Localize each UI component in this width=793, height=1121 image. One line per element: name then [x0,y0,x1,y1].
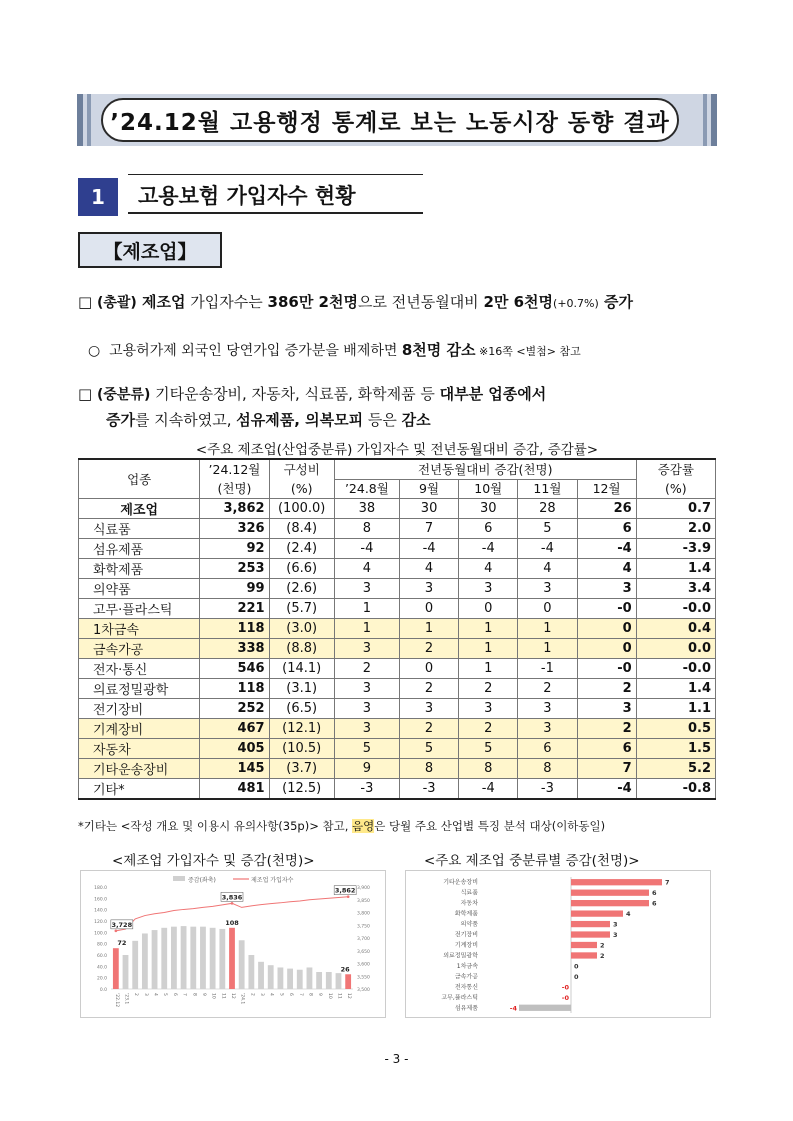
x-tick-label: 9 [317,993,323,996]
table-row [79,539,716,559]
row-industry-name: 섬유제품 [79,539,200,559]
x-tick-label: 3 [259,993,265,996]
cell-sep: -4 [399,539,458,559]
cell-aug: 1 [334,619,399,639]
left-tick-label: 140.0 [94,908,107,914]
right-tick-label: 3,550 [357,975,370,981]
chart-bar [307,967,313,989]
chart-bar [571,890,649,896]
header-m2: 9월 [399,479,458,499]
chart-bar [258,962,264,989]
cell-rate: -0.8 [636,779,715,800]
table-row [79,779,716,800]
cell-dec: -4 [577,539,636,559]
left-tick-label: 100.0 [94,931,107,937]
x-tick-label: 2 [133,993,139,996]
right-tick-label: 3,500 [357,988,370,993]
x-tick-label: 4 [268,993,274,996]
left-tick-label: 180.0 [94,886,107,891]
chart-bar [297,970,303,989]
data-label: -0 [561,983,569,992]
header-m5: 12월 [577,479,636,499]
industry-table [78,458,716,800]
cell-share: (100.0) [269,499,334,519]
table-row [79,759,716,779]
x-tick-label: 7 [297,993,303,996]
row-industry-name: 금속가공 [79,639,200,659]
cell-nov: 8 [518,759,577,779]
chart-bar [113,948,119,989]
subsection-label: 【제조업】 [78,232,222,268]
left-tick-label: 160.0 [94,897,107,903]
row-industry-name: 전자·통신 [79,659,200,679]
cell-rate: 2.0 [636,519,715,539]
table-row [79,679,716,699]
x-tick-label: 9 [200,993,206,996]
cell-subs: 481 [200,779,269,800]
data-label: -0 [561,993,569,1002]
x-tick-label: 5 [162,993,168,996]
cell-aug: 38 [334,499,399,519]
right-tick-label: 3,800 [357,911,370,917]
row-industry-name: 식료품 [79,519,200,539]
table-row [79,519,716,539]
right-tick-label: 3,900 [357,886,370,891]
cell-sep: 4 [399,559,458,579]
page-title: ’24.12월 고용행정 통계로 보는 노동시장 동향 결과 [101,98,679,142]
right-tick-label: 3,700 [357,937,370,942]
left-tick-label: 20.0 [96,976,107,982]
chart-bar [571,952,597,958]
cell-dec: 6 [577,739,636,759]
category-label: 섬유제품 [454,1004,478,1012]
page-number: - 3 - [384,1052,409,1066]
x-tick-label: '24.1 [239,993,245,1005]
cell-dec: 3 [577,699,636,719]
category-label: 의료정밀광학 [443,952,478,960]
header-subs-unit: (천명) [200,479,269,499]
chart-bar [519,1005,571,1011]
cell-nov: 3 [518,719,577,739]
row-industry-name: 기타운송장비 [79,759,200,779]
cell-nov: 5 [518,519,577,539]
chart-bar [571,879,662,885]
data-label: 4 [626,910,631,919]
x-tick-label: '23.1 [123,993,129,1005]
line-point [347,895,350,898]
cell-nov: 6 [518,739,577,759]
cell-oct: 3 [459,579,518,599]
chart-bar [200,927,206,989]
x-tick-label: 2 [249,993,255,996]
cell-sep: 3 [399,579,458,599]
cell-sep: 5 [399,739,458,759]
category-label: 기타운송장비 [443,879,478,887]
cell-share: (12.5) [269,779,334,800]
cell-sep: 30 [399,499,458,519]
chart-bar [219,929,225,989]
category-label: 식료품 [460,889,478,897]
chart-bar [326,972,332,989]
cell-subs: 405 [200,739,269,759]
cell-nov: 3 [518,579,577,599]
title-banner [77,94,717,146]
cell-aug: 3 [334,639,399,659]
cell-subs: 145 [200,759,269,779]
x-tick-label: 8 [191,993,197,996]
cell-dec: 2 [577,679,636,699]
subscribers-combo-chart [81,871,385,1017]
chart-bar [132,941,138,989]
cell-rate: 1.4 [636,679,715,699]
category-label: 고무,플라스틱 [441,994,478,1002]
category-label: 전자통신 [454,983,478,991]
x-tick-label: 12 [230,993,235,999]
chart-bar [345,974,351,989]
cell-rate: 3.4 [636,579,715,599]
cell-nov: -3 [518,779,577,800]
cell-rate: 1.4 [636,559,715,579]
right-tick-label: 3,850 [357,898,370,904]
section-title: 고용보험 가입자수 현황 [128,178,423,214]
cell-dec: -0 [577,659,636,679]
x-tick-label: 8 [307,993,313,996]
cell-dec: 26 [577,499,636,519]
cell-oct: 3 [459,699,518,719]
annotation-label: 3,728 [111,920,133,929]
left-tick-label: 0.0 [99,988,107,993]
cell-rate: 0.0 [636,639,715,659]
chart-bar [142,933,148,989]
table-row [79,559,716,579]
left-tick-label: 80.0 [96,942,107,948]
data-label: 3 [613,920,618,929]
cell-nov: -1 [518,659,577,679]
chart-bar [210,928,216,989]
cell-subs: 92 [200,539,269,559]
x-tick-label: 10 [326,993,332,999]
cell-nov: 28 [518,499,577,519]
row-industry-name: 화학제품 [79,559,200,579]
row-industry-name: 제조업 [79,499,200,519]
cell-share: (14.1) [269,659,334,679]
cell-share: (2.6) [269,579,334,599]
right-chart-box [405,870,711,1018]
table-row [79,659,716,679]
data-label: 3 [613,931,618,940]
x-tick-label: 6 [288,993,294,996]
category-label: 자동차 [460,900,478,908]
chart-bar [571,921,610,927]
left-tick-label: 60.0 [96,954,107,959]
data-label: 7 [665,878,670,887]
cell-sep: 8 [399,759,458,779]
data-label: 6 [652,899,657,908]
cell-subs: 467 [200,719,269,739]
cell-dec: 2 [577,719,636,739]
row-industry-name: 의료정밀광학 [79,679,200,699]
annotation-label: 72 [117,939,127,948]
cell-rate: -3.9 [636,539,715,559]
cell-aug: -4 [334,539,399,559]
header-m1: ’24.8월 [334,479,399,499]
chart-bar [190,927,196,989]
cell-rate: 0.5 [636,719,715,739]
x-tick-label: 3 [142,993,148,996]
cell-subs: 99 [200,579,269,599]
header-rate-unit: (%) [636,479,715,499]
cell-subs: 546 [200,659,269,679]
cell-nov: 3 [518,699,577,719]
cell-sep: 7 [399,519,458,539]
chart-bar [268,965,274,989]
x-tick-label: 6 [171,993,177,996]
cell-rate: 0.7 [636,499,715,519]
category-label: 의약품 [460,921,478,929]
right-tick-label: 3,750 [357,924,370,930]
cell-oct: 5 [459,739,518,759]
right-chart-caption: <주요 제조업 중분류별 증감(천명)> [424,853,640,869]
section-number: 1 [78,178,118,216]
cell-nov: 4 [518,559,577,579]
chart-bar [152,930,158,989]
cell-share: (8.4) [269,519,334,539]
chart-bar [287,969,293,989]
data-label: -4 [509,1004,517,1013]
x-tick-label: '22.12 [113,993,119,1008]
left-chart-box [80,870,386,1018]
chart-bar [181,926,187,989]
cell-subs: 252 [200,699,269,719]
cell-oct: 1 [459,659,518,679]
cell-sep: 3 [399,699,458,719]
cell-subs: 118 [200,679,269,699]
cell-oct: 1 [459,639,518,659]
table-row [79,579,716,599]
cell-subs: 326 [200,519,269,539]
data-label: 6 [652,889,657,898]
x-tick-label: 11 [336,993,342,999]
table-row [79,499,716,519]
cell-rate: 1.5 [636,739,715,759]
x-tick-label: 4 [152,993,158,996]
chart-bar [571,942,597,948]
right-tick-label: 3,650 [357,949,370,955]
cell-sep: 2 [399,679,458,699]
chart-bar [229,928,235,989]
cell-dec: 0 [577,639,636,659]
data-label: 0 [574,972,579,981]
cell-dec: 4 [577,559,636,579]
cell-dec: -4 [577,779,636,800]
cell-aug: 9 [334,759,399,779]
category-label: 전기장비 [454,931,478,939]
cell-aug: 1 [334,599,399,619]
x-tick-label: 12 [346,993,352,999]
header-industry: 업종 [79,459,200,499]
x-tick-label: 7 [181,993,187,996]
cell-share: (2.4) [269,539,334,559]
x-tick-label: 5 [278,993,284,996]
cell-share: (12.1) [269,719,334,739]
annotation-label: 108 [225,918,239,927]
cell-share: (8.8) [269,639,334,659]
industry-change-bar-chart [406,871,710,1017]
header-share-unit: (%) [269,479,334,499]
row-industry-name: 기타* [79,779,200,800]
left-tick-label: 120.0 [94,920,107,925]
chart-bar [571,931,610,937]
chart-bar [571,910,623,916]
data-label: 0 [574,962,579,971]
legend-bar-swatch [173,876,185,881]
left-chart-caption: <제조업 가입자수 및 증감(천명)> [112,853,315,869]
cell-sep: -3 [399,779,458,800]
cell-aug: -3 [334,779,399,800]
cell-nov: 0 [518,599,577,619]
chart-bar [161,928,167,989]
cell-sep: 0 [399,599,458,619]
annotation-label: 3,862 [334,886,356,895]
chart-bar [123,955,129,989]
category-label: 금속가공 [454,973,478,981]
cell-aug: 3 [334,679,399,699]
header-m4: 11월 [518,479,577,499]
cell-nov: 1 [518,619,577,639]
header-share: 구성비 [269,459,334,479]
row-industry-name: 고무·플라스틱 [79,599,200,619]
row-industry-name: 자동차 [79,739,200,759]
category-label: 기계장비 [454,942,478,949]
chart-bar [336,973,342,989]
cell-nov: 1 [518,639,577,659]
cell-oct: 0 [459,599,518,619]
cell-share: (5.7) [269,599,334,619]
table-row [79,619,716,639]
cell-subs: 221 [200,599,269,619]
chart-bar [571,900,649,906]
legend-line-label: 제조업 가입자수 [251,877,294,884]
cell-share: (6.6) [269,559,334,579]
cell-aug: 2 [334,659,399,679]
header-yoy: 전년동월대비 증감(천명) [334,459,636,479]
line-point [231,902,234,905]
legend-bar-label: 증감(좌축) [188,877,216,884]
chart-bar [277,967,283,989]
row-industry-name: 기계장비 [79,719,200,739]
annotation-label: 26 [340,965,350,974]
cell-oct: 2 [459,719,518,739]
row-industry-name: 전기장비 [79,699,200,719]
cell-aug: 8 [334,519,399,539]
header-subs: ’24.12월 [200,459,269,479]
chart-bar [316,972,322,989]
cell-rate: 1.1 [636,699,715,719]
cell-subs: 253 [200,559,269,579]
row-industry-name: 의약품 [79,579,200,599]
cell-share: (10.5) [269,739,334,759]
table-row [79,699,716,719]
table-row [79,639,716,659]
cell-rate: 0.4 [636,619,715,639]
subcategory-paragraph: □ (중분류) 기타운송장비, 자동차, 식료품, 화학제품 등 대부분 업종에서 증가를 지속하였고, 섬유제품, 의복모피 등은 감소 [78,385,547,429]
table-footnote: *기타는 <작성 개요 및 이용시 유의사항(35p)> 참고, 음영은 당월 주요 산업별 특징 분석 대상(이하동일) [78,819,606,833]
cell-aug: 5 [334,739,399,759]
cell-rate: -0.0 [636,659,715,679]
cell-aug: 3 [334,719,399,739]
summary-paragraph: □ (총괄) 제조업 가입자수는 386만 2천명으로 전년동월대비 2만 6천명(+0.7%) 증가 [78,293,633,311]
right-tick-label: 3,600 [357,962,370,968]
data-label: 2 [600,941,605,950]
data-label: 2 [600,951,605,960]
chart-bar [239,940,245,989]
cell-oct: -4 [459,539,518,559]
cell-aug: 3 [334,699,399,719]
cell-aug: 4 [334,559,399,579]
cell-rate: -0.0 [636,599,715,619]
x-tick-label: 11 [220,993,226,999]
cell-sep: 2 [399,719,458,739]
table-row [79,599,716,619]
cell-nov: -4 [518,539,577,559]
cell-oct: -4 [459,779,518,800]
cell-dec: -0 [577,599,636,619]
cell-oct: 2 [459,679,518,699]
line-point [115,930,118,933]
chart-bar [248,955,254,989]
cell-share: (3.0) [269,619,334,639]
cell-nov: 2 [518,679,577,699]
cell-rate: 5.2 [636,759,715,779]
category-label: 1차금속 [456,962,478,970]
cell-oct: 4 [459,559,518,579]
header-rate: 증감률 [636,459,715,479]
cell-subs: 338 [200,639,269,659]
cell-aug: 3 [334,579,399,599]
cell-oct: 30 [459,499,518,519]
chart-bar [171,927,177,989]
row-industry-name: 1차금속 [79,619,200,639]
cell-sep: 1 [399,619,458,639]
cell-share: (6.5) [269,699,334,719]
cell-oct: 6 [459,519,518,539]
cell-subs: 118 [200,619,269,639]
detail-paragraph: ○ 고용허가제 외국인 당연가입 증가분을 배제하면 8천명 감소 ※16쪽 <별첨> 참고 [88,341,581,359]
cell-dec: 6 [577,519,636,539]
annotation-label: 3,836 [221,893,243,902]
cell-dec: 7 [577,759,636,779]
table-row [79,739,716,759]
category-label: 화학제품 [454,910,478,918]
cell-sep: 0 [399,659,458,679]
cell-sep: 2 [399,639,458,659]
cell-subs: 3,862 [200,499,269,519]
cell-share: (3.7) [269,759,334,779]
cell-dec: 0 [577,619,636,639]
cell-oct: 1 [459,619,518,639]
left-tick-label: 40.0 [96,965,107,971]
table-caption: <주요 제조업(산업중분류) 가입자수 및 전년동월대비 증감, 증감률> [195,442,599,458]
header-m3: 10월 [459,479,518,499]
cell-share: (3.1) [269,679,334,699]
cell-dec: 3 [577,579,636,599]
x-tick-label: 10 [210,993,216,999]
table-row [79,719,716,739]
cell-oct: 8 [459,759,518,779]
